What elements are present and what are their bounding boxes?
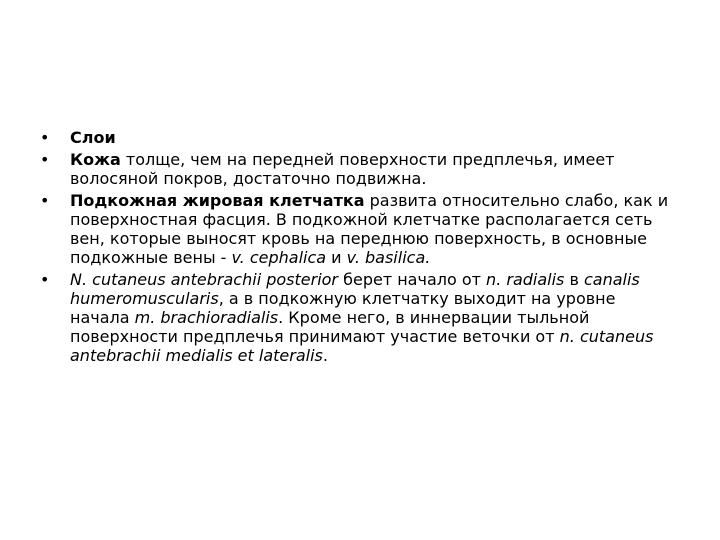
text-run: Подкожная жировая клетчатка [70, 191, 365, 210]
bullet-dot-icon: • [40, 191, 50, 210]
bullet-list [40, 128, 680, 368]
text-run: , а в подкожную клетчатку выходит на уровне начала [70, 289, 616, 327]
text-run: n. radialis [486, 270, 565, 289]
text-run: canalis humeromuscularis [70, 270, 640, 308]
bullet-dot-icon: • [40, 270, 50, 289]
text-run: N. cutaneus antebrachii posterior [70, 270, 339, 289]
text-run: v. cephalica [231, 248, 327, 267]
bullet-item [40, 270, 680, 365]
bullet-dot-icon: • [40, 128, 50, 147]
text-run: . [322, 346, 328, 365]
text-run: Кожа [70, 150, 121, 169]
bullet-item [40, 150, 680, 188]
bullet-item [40, 128, 680, 147]
bullet-dot-icon: • [40, 150, 50, 169]
text-run: толще, чем на передней поверхности предплечья, имеет волосяной покров, достаточно подвижна. [70, 150, 615, 188]
text-run: и [326, 248, 347, 267]
bullet-item [40, 191, 680, 267]
text-run: в [564, 270, 584, 289]
text-run: Слои [70, 128, 116, 147]
text-run: m. brachioradialis [134, 308, 279, 327]
text-run: n. cutaneus antebrachii medialis et lateralis [70, 327, 654, 365]
text-run: развита относительно слабо, как и поверхностная фасция. В подкожной клетчатке располагается сеть вен, которые выносят кровь на переднюю поверхность, в основные подкожные вены - [70, 191, 669, 267]
text-run: v. basilica. [346, 248, 431, 267]
text-run: . Кроме него, в иннервации тыльной поверхности предплечья принимают участие веточки от [70, 308, 590, 346]
text-run: берет начало от [338, 270, 487, 289]
